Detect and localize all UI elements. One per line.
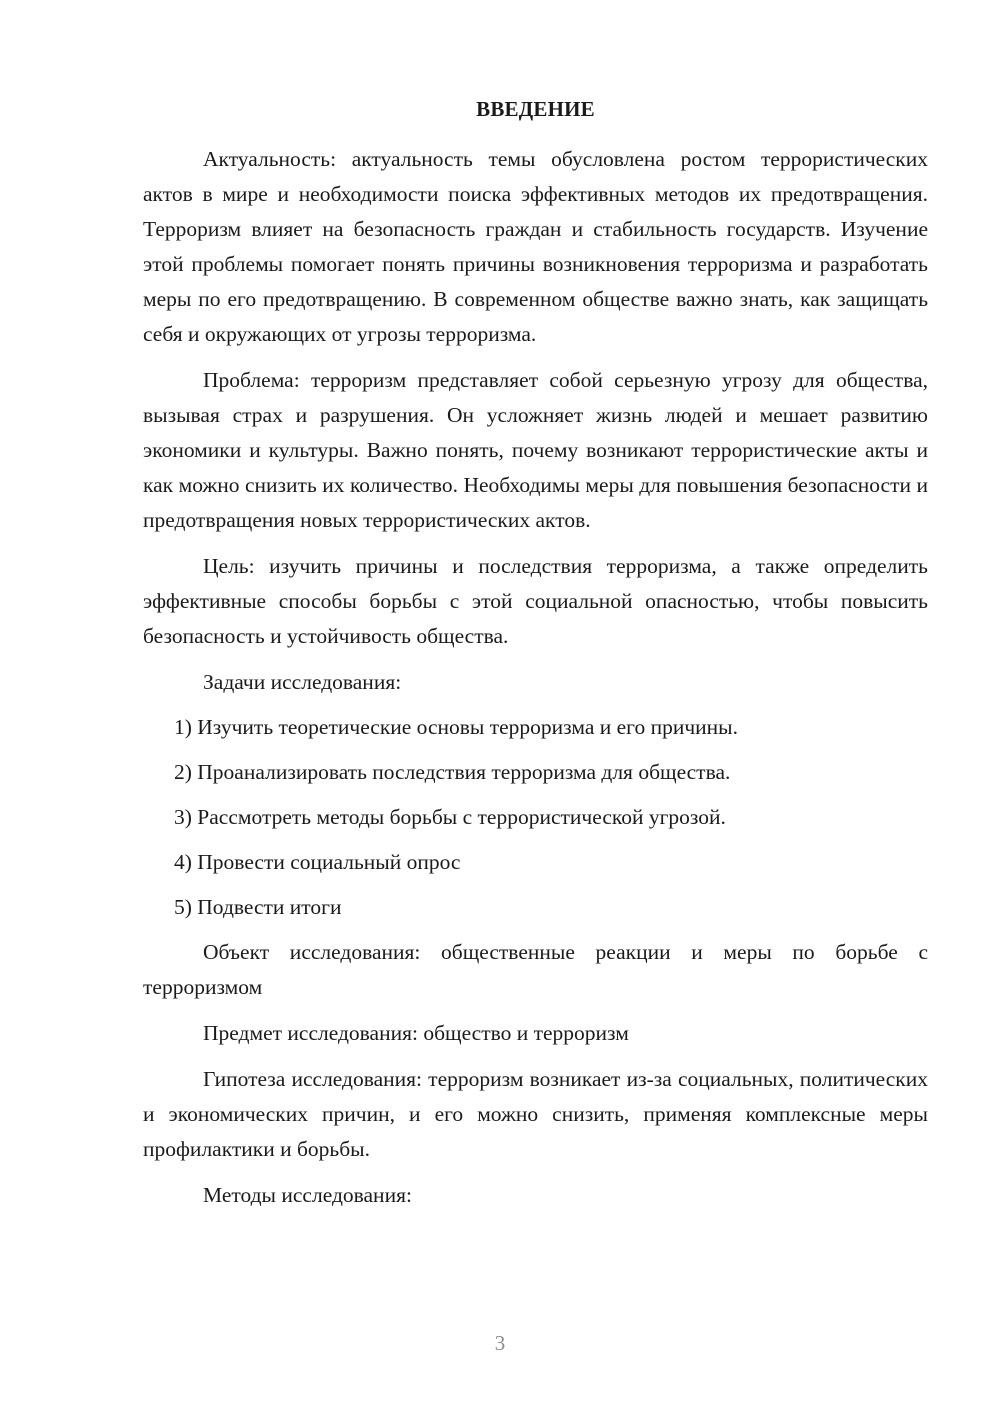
task-item-4: 4) Провести социальный опрос (174, 850, 461, 874)
task-item-3: 3) Рассмотреть методы борьбы с террористической угрозой. (174, 805, 726, 829)
task-item-5: 5) Подвести итоги (174, 895, 342, 919)
document-page (143, 92, 928, 1224)
task-item-2: 2) Проанализировать последствия терроризма для общества. (174, 760, 731, 784)
tasks-heading: Задачи исследования: (203, 670, 402, 694)
methods-paragraph: Методы исследования: (203, 1183, 412, 1207)
subject-paragraph: Предмет исследования: общество и терроризм (203, 1021, 629, 1045)
problem-paragraph: Проблема: терроризм представляет собой серьезную угрозу для общества, вызывая страх и разрушения. Он усложняет жизнь людей и мешает развитию экономики и культуры. Важно понять, почему возникают террористические акты и как можно снизить их количество. Необходимы меры для повышения безопасности и предотвращения новых террористических актов. (143, 368, 928, 532)
tasks-list (143, 710, 928, 925)
object-paragraph: Объект исследования: общественные реакции и меры по борьбе с терроризмом (143, 940, 928, 999)
page-number: 3 (494, 1331, 506, 1355)
page-title: ВВЕДЕНИЕ (476, 97, 595, 121)
task-item-1: 1) Изучить теоретические основы терроризма и его причины. (174, 715, 738, 739)
hypothesis-paragraph: Гипотеза исследования: терроризм возникает из-за социальных, политических и экономических причин, и его можно снизить, применяя комплексные меры профилактики и борьбы. (143, 1067, 928, 1161)
relevance-paragraph: Актуальность: актуальность темы обусловлена ростом террористических актов в мире и необходимости поиска эффективных методов их предотвращения. Терроризм влияет на безопасность граждан и стабильность государств. Изучение этой проблемы помогает понять причины возникновения терроризма и разработать меры по его предотвращению. В современном обществе важно знать, как защищать себя и окружающих от угрозы терроризма. (143, 147, 928, 346)
goal-paragraph: Цель: изучить причины и последствия терроризма, а также определить эффективные способы борьбы с этой социальной опасностью, чтобы повысить безопасность и устойчивость общества. (143, 554, 928, 648)
